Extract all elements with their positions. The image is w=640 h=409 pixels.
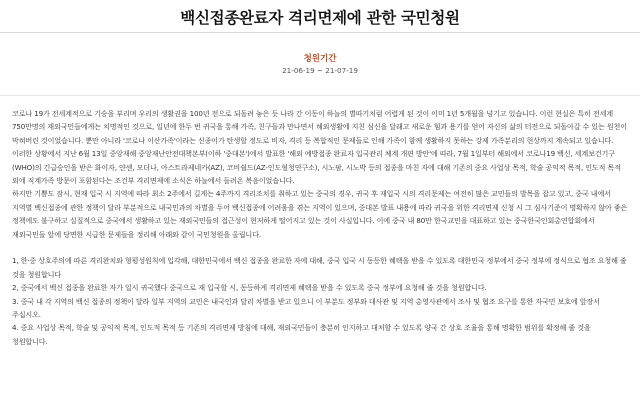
content-divider	[0, 95, 640, 96]
body-paragraph-2: 이러한 상황에서 지난 6월 13일 중앙재해 중앙재난안전대책본부(이하 '중대본')에서 발표한 '해외 예방접종 완료자 입국관리 체계 개편 방안'에 따라, 7월 1일부터 해외에서 코로나19 백신, 세계보건기구(WHO)의 긴급승인을 받은 화이자, 얀센, 모더나, 아스트라제네카(AZ), 코비쉴드(AZ-인도혈청연구소), 시노팜, 시노박 등의 접종을 마친 자에 대해 기존의 중요 사업상 목적, 학술 공익적 목적, 인도적 목적 외에 직계가족 방문이 포함된다는 조건부 격리면제에 소식은 하늘에서 들려온 복음이었습니다.	[12, 149, 623, 186]
request-item-2: 2, 중국에서 백신 접종을 완료한 자가 일시 귀국했다 중국으로 재 입국할 시, 동등하게 격리면제 혜택을 받을 수 있도록 중국 정부에 요청해 줄 것을 청원합니다.	[12, 283, 487, 293]
page-title: 백신접종완료자 격리면제에 관한 국민청원	[180, 9, 460, 27]
title-divider	[0, 32, 640, 33]
bottom-fade	[0, 387, 640, 409]
body-paragraph-3: 하지만 기쁨도 잠시, 현재 입국 시 지역에 따라 최소 2주에서 길게는 4주까지 격리조치를 취하고 있는 중국의 경우, 귀국 후 재입국 시의 격리문제는 여전히 많은 교민들의 발목을 잡고 있고, 중국 내에서 지역별 백신접종에 관한 정책이 달라 부분적으로 내국민과의 차별을 두어 백신접종에 어려움을 겪는 지역이 있으며, 중대본 발표 내용에 따라 귀국을 위한 격리면제 신청 시 그 심사기준이 명확하지 않아 좋은 정책에도 불구하고 실질적으로 중국에서 생활하고 있는 재외국민들의 접근성이 현저하게 떨어지고 있는 것이 사실입니다. 이에 중국 내 80만 한국교민을 대표하고 있는 중국한국인회총연합회에서 재외국민들 앞에 당면한 시급한 문제들을 정리해 아래와 같이 국민청원을 올립니다.	[12, 189, 630, 239]
petition-period-label: 청원기간	[303, 54, 337, 64]
petition-period-dates: 21-06-19 ~ 21-07-19	[282, 66, 358, 75]
request-item-3: 3. 중국 내 각 지역의 백신 접종의 정책이 달라 일부 지역의 교민은 내국인과 달리 차별을 받고 있으니 이 부분도 정부와 대사관 및 지역 총영사관에서 조사 및 협조 요구를 통한 자국민 보호에 앞장서 주십시오.	[12, 296, 602, 320]
request-item-1: 1, 한·중 상호주의에 따른 격리완치와 형평성원칙에 입각해, 대한민국에서 백신 접종을 완료한 자에 대해, 중국 입국 시 동등한 혜택을 받을 수 있도록 대한민국 정부에서 중국 정부에 정식으로 협조 요청해 줄 것을 청원합니다	[12, 256, 629, 279]
request-item-4: 4. 중요 사업상 목적, 학술 및 공익적 목적, 인도적 목적 등 기존의 격리면제 방침에 대해, 재외국민들이 충분히 인지하고 대처할 수 있도록 양국 간 상호 조율을 통해 명확한 범위를 확정해 줄 것을 청원합니다.	[12, 323, 593, 346]
paragraph-spacer	[12, 241, 628, 254]
body-paragraph-1: 코로나 19가 전세계적으로 기승을 부리며 우리의 생활권을 100년 전으로 되돌려 놓은 듯 나라 간 이동이 하늘의 별따기처럼 어렵게 된 것이 이미 1년 5개월을 넘기고 있습니다. 이런 현실은 특히 전세계 750만명의 재외국민들에게는 치명적인 것으로, 일년에 한두 번 귀국을 통해 가족, 친구들과 만나면서 해외생활에 지친 심신을 달래고 새로운 힘과 용기를 얻어 자신의 삶의 터전으로 되돌아갈 수 있는 원천이 막혀버린 것이었습니다. 뿐만 아니라 '코로나 이산가족'이라는 신종어가 탄생할 정도로 비자, 격리 등 복합적인 문제들로 인해 가족이 함께 생활하지 못하는 강제 가족분리의 현상까지 계속되고 있습니다.	[12, 109, 630, 145]
petition-body	[12, 107, 628, 348]
